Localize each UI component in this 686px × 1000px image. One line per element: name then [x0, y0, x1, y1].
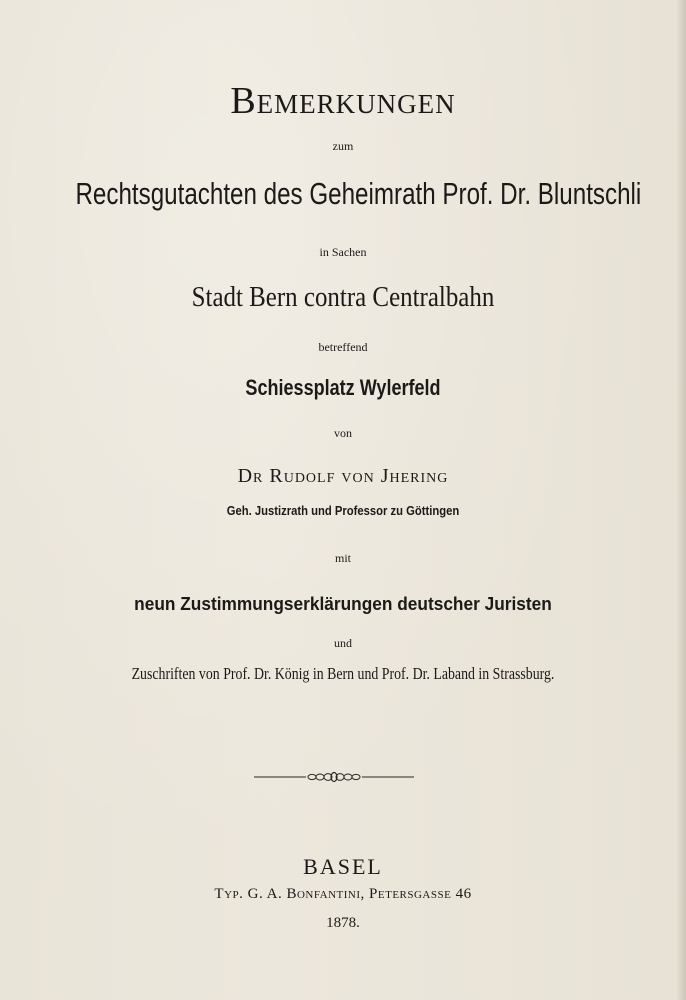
connector-in-sachen: in Sachen [319, 245, 367, 259]
connector-zum: zum [332, 139, 354, 153]
imprint-year: 1878. [326, 915, 360, 931]
connector-betreffend: betreffend [318, 340, 368, 354]
subject-line-1: Rechtsgutachten des Geheimrath Prof. Dr. Bluntschli [75, 176, 642, 211]
additions-line-2: Zuschriften von Prof. Dr. König in Bern und Prof. Dr. Laband in Strassburg. [131, 664, 555, 683]
book-title: Bemerkungen [230, 80, 456, 122]
additions-line-1: neun Zustimmungserklärungen deutscher Juristen [134, 594, 552, 614]
author-affiliation: Geh. Justizrath und Professor zu Göttingen [226, 504, 460, 518]
imprint-city: BASEL [303, 854, 383, 879]
author-name: Dr Rudolf von Jhering [237, 465, 449, 487]
subject-line-3: Schiessplatz Wylerfeld [245, 375, 441, 400]
ornament-divider [254, 770, 414, 784]
connector-und: und [334, 636, 352, 650]
connector-mit: mit [334, 551, 351, 565]
subject-line-2: Stadt Bern contra Centralbahn [191, 281, 495, 313]
connector-von: von [334, 426, 352, 440]
imprint-printer: Typ. G. A. Bonfantini, Petersgasse 46 [214, 886, 472, 902]
